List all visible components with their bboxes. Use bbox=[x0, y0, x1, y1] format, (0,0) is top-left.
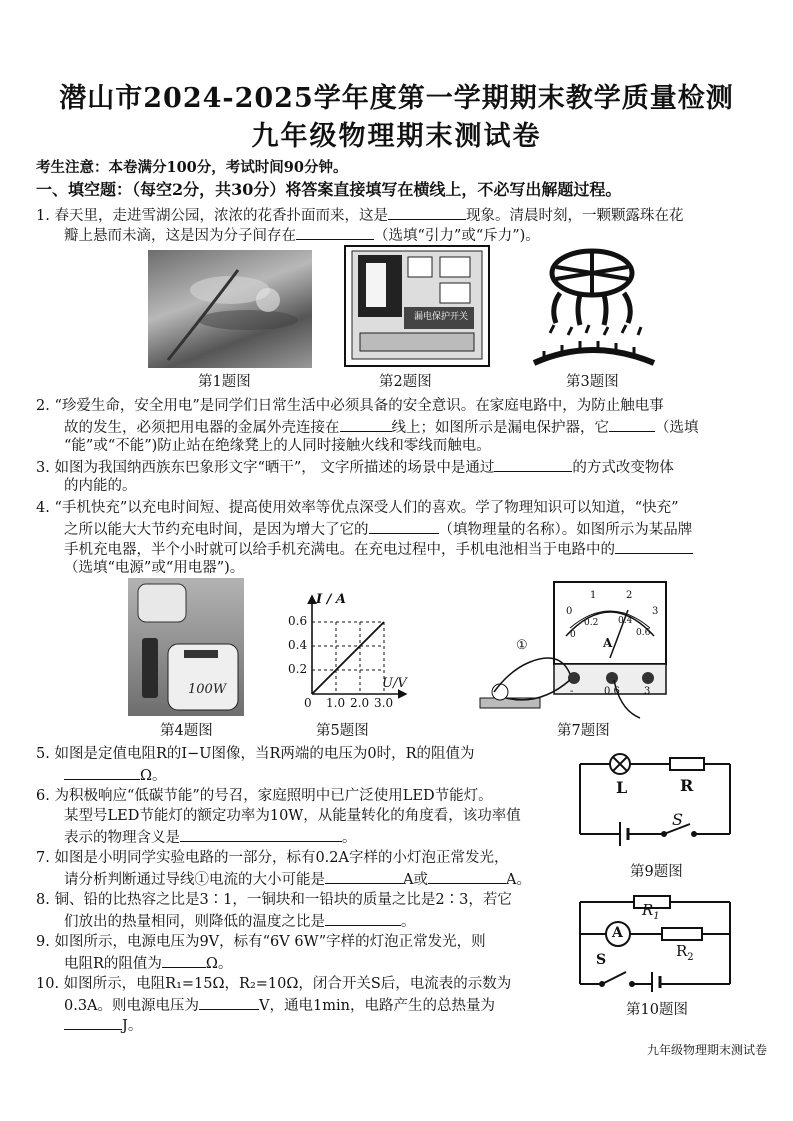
fig5-caption: 第5题图 bbox=[316, 723, 369, 739]
answer-blank[interactable] bbox=[199, 994, 259, 1010]
fig7-terminal: - bbox=[570, 686, 574, 697]
answer-blank[interactable] bbox=[296, 224, 374, 240]
answer-blank[interactable] bbox=[325, 868, 403, 884]
fig9-switch-label: S bbox=[672, 810, 683, 829]
leakage-protector-icon bbox=[344, 245, 490, 367]
page-footer: 九年级物理期末测试卷 bbox=[646, 1043, 767, 1057]
fig5-xtick: 2.0 bbox=[350, 696, 370, 710]
answer-blank[interactable] bbox=[180, 826, 342, 842]
fig9-circuit bbox=[576, 750, 734, 854]
fig5-xtick: 1.0 bbox=[326, 696, 346, 710]
answer-blank[interactable] bbox=[64, 1014, 122, 1030]
fig7-scale-top: 1 bbox=[590, 590, 597, 601]
fig5-xtick: 3.0 bbox=[374, 696, 394, 710]
exam-notice: 考生注意：本卷满分100分，考试时间90分钟。 bbox=[36, 159, 348, 176]
exam-subtitle: 九年级物理期末测试卷 bbox=[251, 121, 542, 152]
fig4-label: 100W bbox=[188, 682, 227, 697]
question-8-line-2: 们放出的热量相同，则降低的温度之比是 。 bbox=[64, 910, 416, 932]
question-9-line-2: 电阻R的阻值为 Ω。 bbox=[64, 952, 232, 974]
fig9-caption: 第9题图 bbox=[630, 864, 683, 880]
question-7-line-1: 7. 如图是小明同学实验电路的一部分，标有0.2A字样的小灯泡正常发光， bbox=[36, 850, 509, 866]
answer-blank[interactable] bbox=[388, 204, 466, 220]
question-6-line-2: 某型号LED节能灯的额定功率为10W，从能量转化的角度看，该功率值 bbox=[64, 808, 521, 824]
question-8-line-1: 8. 铜、铅的比热容之比是3∶1，一铜块和一铅块的质量之比是2∶3，若它 bbox=[36, 892, 512, 908]
fig7-scale-top: 0 bbox=[566, 606, 573, 617]
answer-blank[interactable] bbox=[428, 868, 506, 884]
fig7-scale-bottom: 0.2 bbox=[584, 618, 599, 628]
fig10-caption: 第10题图 bbox=[626, 1002, 688, 1018]
fig7-scale-bottom: 0.4 bbox=[618, 616, 633, 626]
fig10-r2-label: $R_2$ bbox=[676, 942, 694, 963]
fig2-caption: 第2题图 bbox=[379, 374, 432, 390]
fig1-caption: 第1题图 bbox=[198, 374, 251, 390]
question-1-line-2: 瓣上悬而未滴，这是因为分子间存在 （选填“引力”或“斥力”)。 bbox=[64, 224, 540, 246]
question-10-line-1: 10. 如图所示，电阻R₁=15Ω，R₂=10Ω，闭合开关S后，电流表的示数为 bbox=[36, 976, 512, 992]
fig3-caption: 第3题图 bbox=[566, 374, 619, 390]
fig1-photo bbox=[148, 250, 312, 368]
answer-blank[interactable] bbox=[615, 538, 693, 554]
question-2-line-1: 2. “珍爱生命，安全用电”是同学们日常生活中必须具备的安全意识。在家庭电路中，为防止触电事 bbox=[36, 398, 664, 414]
circuit-diagram-icon bbox=[576, 750, 734, 854]
fig3-dongba-glyph bbox=[522, 245, 666, 367]
fig10-switch-label: S bbox=[596, 952, 607, 968]
fig7-scale-top: 3 bbox=[652, 606, 659, 617]
sun-drying-glyph-icon bbox=[522, 245, 666, 367]
answer-blank[interactable] bbox=[494, 456, 572, 472]
question-4-line-4: （选填“电源”或“用电器”)。 bbox=[64, 560, 245, 576]
answer-blank[interactable] bbox=[162, 952, 206, 968]
fig9-resistor-label: R bbox=[680, 776, 694, 795]
question-4-line-2: 之所以能大大节约充电时间，是因为增大了它的 （填物理量的名称）。如图所示为某品牌 bbox=[64, 518, 692, 540]
fig5-x-label: U/V bbox=[382, 676, 407, 691]
question-5-line-1: 5. 如图是定值电阻R的I−U图像，当R两端的电压为0时，R的阻值为 bbox=[36, 746, 475, 762]
question-7-line-2: 请分析判断通过导线①电流的大小可能是 A或 A。 bbox=[64, 868, 531, 890]
answer-blank[interactable] bbox=[340, 416, 392, 432]
fig7-unit: A bbox=[603, 636, 613, 650]
section-1-heading: 一、填空题：（每空2分，共30分）将答案直接填写在横线上，不必写出解题过程。 bbox=[36, 180, 622, 199]
question-6-line-1: 6. 为积极响应“低碳节能”的号召，家庭照明中已广泛使用LED节能灯。 bbox=[36, 788, 493, 804]
fig7-scale-top: 2 bbox=[626, 590, 633, 601]
question-3-line-2: 的内能的。 bbox=[64, 478, 137, 494]
answer-blank[interactable] bbox=[325, 910, 401, 926]
question-2-line-3: “能”或“不能”)防止站在绝缘凳上的人同时接触火线和零线而触电。 bbox=[64, 438, 491, 454]
question-2-line-2: 故的发生，必须把用电器的金属外壳连接在 线上；如图所示是漏电保护器，它 （选填 bbox=[64, 416, 699, 438]
fig2-leakage-protector bbox=[344, 245, 490, 367]
fig10-r1-label: $R_1$ bbox=[642, 901, 660, 922]
fig7-terminal: 3 bbox=[644, 686, 651, 697]
fig10-circuit bbox=[576, 888, 734, 992]
fig7-ammeter-circuit bbox=[470, 580, 670, 720]
question-5-line-2: Ω。 bbox=[64, 764, 167, 786]
fig5-y-label: I / A bbox=[316, 592, 346, 607]
question-9-line-1: 9. 如图所示，电源电压为9V，标有“6V 6W”字样的灯泡正常发光，则 bbox=[36, 934, 486, 950]
ammeter-icon bbox=[470, 580, 670, 720]
fig4-caption: 第4题图 bbox=[160, 723, 213, 739]
fig7-scale-bottom: 0 bbox=[570, 630, 576, 640]
fig5-xtick: 0 bbox=[304, 696, 312, 710]
fig2-label: 漏电保护开关 bbox=[413, 312, 468, 322]
question-10-line-2: 0.3A。则电源电压为 V，通电1min，电路产生的总热量为 bbox=[64, 994, 495, 1016]
question-3-line-1: 3. 如图为我国纳西族东巴象形文字“晒干”， 文字所描述的场景中是通过 的方式改变物体 bbox=[36, 456, 674, 478]
fig10-ammeter-label: A bbox=[612, 925, 623, 941]
fig5-ytick: 0.4 bbox=[288, 638, 308, 652]
answer-blank[interactable] bbox=[609, 416, 655, 432]
answer-blank[interactable] bbox=[369, 518, 439, 534]
fig9-lamp-label: L bbox=[616, 778, 628, 797]
fig7-terminal: 0.6 bbox=[604, 686, 620, 697]
question-4-line-3: 手机充电器，半个小时就可以给手机充满电。在充电过程中，手机电池相当于电路中的 bbox=[64, 538, 693, 560]
fig4-photo bbox=[128, 578, 244, 716]
question-10-line-3: J。 bbox=[64, 1014, 142, 1036]
flower-icon bbox=[148, 250, 312, 368]
fig5-ytick: 0.2 bbox=[288, 662, 308, 676]
phone-charger-icon bbox=[128, 578, 244, 716]
fig7-scale-bottom: 0.6 bbox=[636, 628, 651, 638]
fig5-iu-graph bbox=[290, 588, 422, 714]
exam-title: 潜山市2024-2025学年度第一学期期末教学质量检测 bbox=[59, 83, 734, 114]
question-1-line-1: 1. 春天里，走进雪湖公园，浓浓的花香扑面而来，这是 现象。清晨时刻，一颗颗露珠在花 bbox=[36, 204, 683, 226]
question-6-line-3: 表示的物理含义是 。 bbox=[64, 826, 357, 848]
answer-blank[interactable] bbox=[64, 764, 140, 780]
fig7-caption: 第7题图 bbox=[557, 723, 610, 739]
fig7-wire-marker: ① bbox=[516, 638, 528, 653]
fig5-ytick: 0.6 bbox=[288, 614, 308, 628]
question-4-line-1: 4. “手机快充”以充电时间短、提高使用效率等优点深受人们的喜欢。学了物理知识可以知道，“快充” bbox=[36, 500, 679, 516]
